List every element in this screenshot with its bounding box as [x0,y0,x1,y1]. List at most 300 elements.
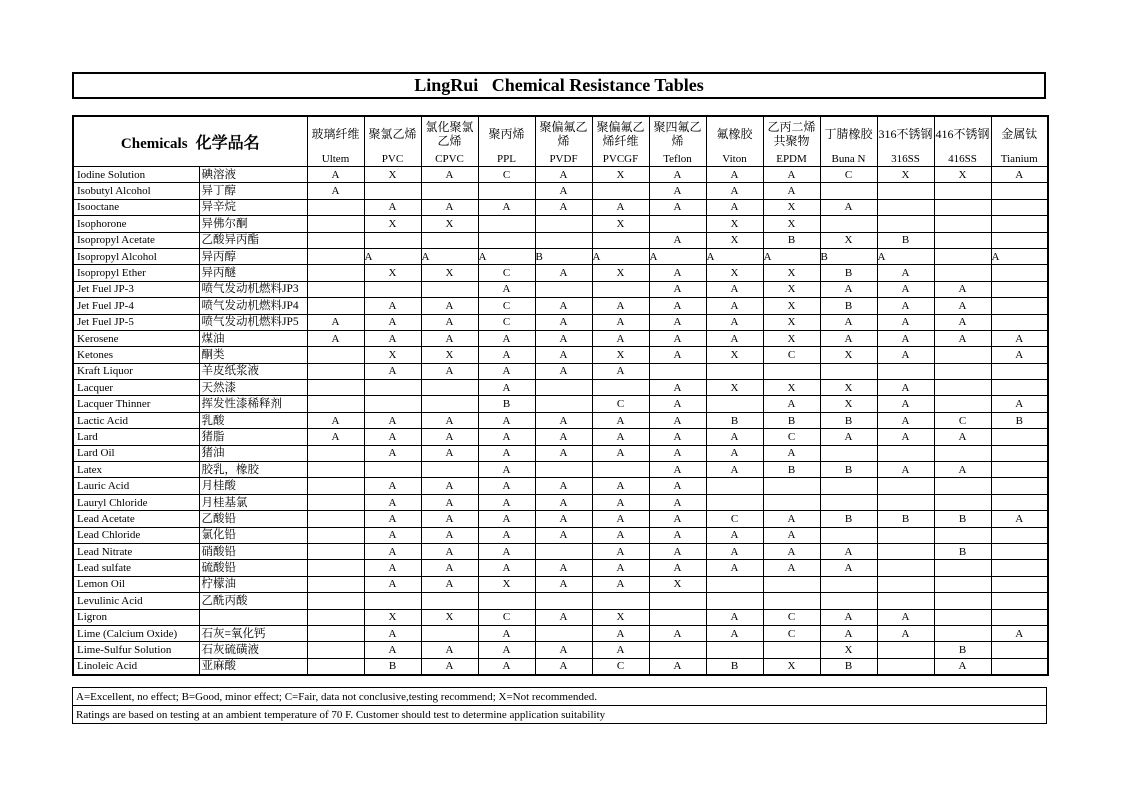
table-row [73,396,1048,412]
chemical-name-cn: 异丙醇 [199,248,307,264]
resistance-table [72,115,1049,676]
rating-cell [820,576,877,592]
chemical-name-en: Lime-Sulfur Solution [73,642,199,658]
rating-cell: C [592,396,649,412]
rating-cell: A [364,363,421,379]
rating-cell: A [706,429,763,445]
rating-cell: A [706,527,763,543]
rating-cell: A [535,167,592,183]
rating-cell: A [706,445,763,461]
rating-cell: A [649,494,706,510]
rating-cell: A [364,494,421,510]
rating-cell [706,494,763,510]
rating-cell [934,593,991,609]
table-row [73,363,1048,379]
rating-cell: A [934,429,991,445]
rating-cell [991,478,1048,494]
rating-cell: A [649,429,706,445]
rating-cell: X [706,216,763,232]
rating-cell [307,560,364,576]
rating-cell: A [535,576,592,592]
rating-cell [763,478,820,494]
rating-cell: A [421,412,478,428]
rating-cell: X [763,216,820,232]
rating-cell: X [820,396,877,412]
rating-cell: X [706,380,763,396]
chemical-name-en: Lactic Acid [73,412,199,428]
rating-cell: A [991,248,1048,264]
rating-cell: A [820,330,877,346]
material-header-cn: 玻璃纤维 [307,116,364,151]
title-banner [72,72,1046,99]
rating-cell: A [364,445,421,461]
rating-cell: A [934,314,991,330]
rating-cell: A [649,625,706,641]
rating-cell: A [478,281,535,297]
table-row [73,593,1048,609]
rating-cell [991,199,1048,215]
rating-cell: A [991,167,1048,183]
rating-cell: A [535,363,592,379]
header-row-chinese [73,116,1048,151]
rating-cell [934,560,991,576]
rating-cell [421,380,478,396]
rating-cell: A [364,560,421,576]
rating-cell [307,625,364,641]
chemical-name-cn: 异丁醇 [199,183,307,199]
chemical-name-en: Latex [73,462,199,478]
rating-cell: A [877,380,934,396]
rating-cell [307,281,364,297]
chemical-name-en: Iodine Solution [73,167,199,183]
rating-cell: X [364,265,421,281]
rating-cell [991,380,1048,396]
rating-cell: A [649,248,706,264]
rating-cell [592,183,649,199]
rating-cell: A [478,543,535,559]
rating-cell: B [991,412,1048,428]
rating-cell [991,593,1048,609]
rating-cell: B [820,511,877,527]
chemical-name-cn: 月桂酸 [199,478,307,494]
chemical-name-cn: 羊皮纸浆液 [199,363,307,379]
table-row [73,232,1048,248]
rating-cell: X [763,658,820,675]
rating-cell: A [364,625,421,641]
rating-cell [307,511,364,527]
rating-cell: A [592,625,649,641]
rating-cell [820,494,877,510]
rating-cell [706,363,763,379]
rating-cell: B [877,511,934,527]
rating-cell: B [820,298,877,314]
rating-cell [820,593,877,609]
rating-cell [535,593,592,609]
table-row [73,511,1048,527]
rating-cell: A [649,314,706,330]
rating-cell [877,593,934,609]
rating-cell [991,609,1048,625]
rating-cell [820,527,877,543]
rating-cell: A [421,314,478,330]
chemical-name-en: Jet Fuel JP-3 [73,281,199,297]
rating-cell [307,248,364,264]
rating-cell: A [877,429,934,445]
rating-cell [934,625,991,641]
rating-cell [934,232,991,248]
table-row [73,248,1048,264]
rating-cell: X [763,330,820,346]
rating-cell: A [421,527,478,543]
rating-cell: A [820,429,877,445]
chemical-name-cn: 异辛烷 [199,199,307,215]
rating-cell: B [706,658,763,675]
chemical-name-cn: 喷气发动机燃料JP5 [199,314,307,330]
rating-cell: X [592,265,649,281]
rating-cell: X [820,232,877,248]
rating-cell [934,494,991,510]
rating-cell: A [706,281,763,297]
rating-cell: A [592,445,649,461]
rating-cell [478,593,535,609]
rating-cell [934,478,991,494]
rating-cell: A [364,314,421,330]
material-header-cn: 聚丙烯 [478,116,535,151]
rating-cell: A [877,281,934,297]
rating-cell: A [991,330,1048,346]
rating-cell: A [763,167,820,183]
rating-cell: C [478,298,535,314]
rating-cell: A [364,248,421,264]
rating-cell: A [820,543,877,559]
rating-cell [364,281,421,297]
rating-cell: A [478,412,535,428]
legend-note: Ratings are based on testing at an ambient temperature of 70 F. Customer should test to determine application suitability [73,706,1047,724]
rating-cell [592,380,649,396]
rating-cell [763,494,820,510]
rating-cell: A [991,625,1048,641]
rating-cell [934,380,991,396]
rating-cell: X [364,347,421,363]
rating-cell: A [934,658,991,675]
rating-cell: X [763,314,820,330]
rating-cell [877,658,934,675]
material-header-en: 416SS [934,151,991,167]
table-row [73,658,1048,675]
material-header-cn: 聚偏氟乙烯 [535,116,592,151]
rating-cell [535,396,592,412]
chemical-name-en: Lacquer Thinner [73,396,199,412]
rating-cell [991,314,1048,330]
rating-cell: A [535,658,592,675]
rating-cell: A [877,412,934,428]
rating-cell: X [478,576,535,592]
chemical-name-cn: 喷气发动机燃料JP3 [199,281,307,297]
rating-cell [649,593,706,609]
rating-cell: A [877,462,934,478]
rating-cell: A [592,199,649,215]
rating-cell [535,462,592,478]
material-header-en: Tianium [991,151,1048,167]
rating-cell: A [706,298,763,314]
table-row [73,576,1048,592]
rating-cell [934,527,991,543]
rating-cell: A [763,183,820,199]
rating-cell: A [535,494,592,510]
rating-cell: A [421,248,478,264]
rating-cell [820,363,877,379]
rating-cell [421,462,478,478]
rating-cell: A [991,396,1048,412]
rating-cell: B [820,658,877,675]
rating-cell [307,527,364,543]
rating-cell [307,576,364,592]
chemical-name-en: Lead Nitrate [73,543,199,559]
chemical-name-en: Lime (Calcium Oxide) [73,625,199,641]
rating-cell: A [535,183,592,199]
rating-cell [934,199,991,215]
rating-cell [934,216,991,232]
rating-cell: A [649,396,706,412]
chemicals-header-en: Chemicals [120,136,188,152]
rating-cell: A [535,429,592,445]
rating-cell: A [535,642,592,658]
rating-cell: B [763,412,820,428]
chemical-name-cn: 猪油 [199,445,307,461]
material-header-en: Ultem [307,151,364,167]
rating-cell [364,396,421,412]
rating-cell: X [421,216,478,232]
material-header-en: EPDM [763,151,820,167]
chemical-name-cn: 乙酸铅 [199,511,307,527]
rating-cell [364,380,421,396]
rating-cell [706,396,763,412]
rating-cell: B [364,658,421,675]
chemical-name-cn: 异丙醚 [199,265,307,281]
rating-cell: X [706,265,763,281]
rating-cell: X [649,576,706,592]
material-header-cn: 丁腈橡胶 [820,116,877,151]
rating-cell: A [535,265,592,281]
rating-cell: C [763,609,820,625]
rating-cell: B [820,248,877,264]
rating-cell [307,347,364,363]
chemical-name-cn: 石灰=氧化钙 [199,625,307,641]
table-row [73,445,1048,461]
rating-cell: A [592,412,649,428]
rating-cell: X [763,265,820,281]
rating-cell: C [592,658,649,675]
chemical-name-cn: 天然漆 [199,380,307,396]
rating-cell [706,593,763,609]
rating-cell: X [763,380,820,396]
rating-cell [820,445,877,461]
material-header-en: PVCGF [592,151,649,167]
rating-cell: A [877,396,934,412]
rating-cell: A [706,167,763,183]
rating-cell: A [706,609,763,625]
rating-cell [877,183,934,199]
rating-cell: A [763,396,820,412]
rating-cell: A [478,462,535,478]
rating-cell [649,609,706,625]
rating-cell: A [307,412,364,428]
rating-cell: A [706,330,763,346]
rating-cell: B [934,642,991,658]
chemical-name-en: Lead Chloride [73,527,199,543]
rating-cell: A [649,298,706,314]
rating-cell: B [934,543,991,559]
rating-cell: A [478,527,535,543]
rating-cell: A [934,330,991,346]
rating-cell: A [592,543,649,559]
rating-cell [649,363,706,379]
rating-cell: A [478,199,535,215]
rating-cell [592,232,649,248]
rating-cell: A [649,330,706,346]
chemical-name-cn: 酮类 [199,347,307,363]
rating-cell [307,543,364,559]
rating-cell: A [535,560,592,576]
rating-cell: A [535,330,592,346]
chemical-name-cn: 胶乳，橡胶 [199,462,307,478]
chemical-name-cn [199,609,307,625]
rating-cell: X [421,347,478,363]
rating-cell [934,347,991,363]
rating-cell [307,658,364,675]
rating-cell [991,543,1048,559]
chemical-name-cn: 柠檬油 [199,576,307,592]
rating-cell: A [877,330,934,346]
material-header-en: Teflon [649,151,706,167]
rating-cell: A [649,412,706,428]
rating-cell: A [421,429,478,445]
rating-cell [706,642,763,658]
rating-cell: C [478,609,535,625]
table-row [73,412,1048,428]
material-header-cn: 聚四氟乙烯 [649,116,706,151]
rating-cell: A [877,609,934,625]
rating-cell: B [820,412,877,428]
chemical-name-cn: 乙酰丙酸 [199,593,307,609]
rating-cell: A [421,478,478,494]
rating-cell: A [478,560,535,576]
rating-cell: X [820,347,877,363]
rating-cell [706,478,763,494]
rating-cell [535,543,592,559]
rating-cell: A [649,199,706,215]
chemicals-header-cn: 化学品名 [195,135,260,152]
rating-cell: A [991,511,1048,527]
rating-cell: A [307,429,364,445]
rating-cell: X [820,642,877,658]
rating-cell [592,281,649,297]
rating-cell: X [763,298,820,314]
rating-cell: A [763,511,820,527]
rating-cell [307,216,364,232]
rating-cell [535,625,592,641]
rating-cell: A [649,183,706,199]
rating-cell: A [421,576,478,592]
rating-cell: A [706,560,763,576]
rating-cell: A [706,248,763,264]
chemical-name-en: Lacquer [73,380,199,396]
rating-cell [934,445,991,461]
rating-cell: A [364,511,421,527]
rating-cell: A [307,183,364,199]
rating-cell: X [421,609,478,625]
rating-cell: A [592,576,649,592]
rating-cell [991,298,1048,314]
chemical-name-cn: 硫酸铅 [199,560,307,576]
rating-cell: A [478,330,535,346]
rating-cell: A [820,625,877,641]
chemical-name-en: Isopropyl Ether [73,265,199,281]
table-row [73,183,1048,199]
material-header-cn: 聚氯乙烯 [364,116,421,151]
rating-cell: A [649,462,706,478]
rating-cell [934,609,991,625]
rating-cell: A [706,199,763,215]
chemical-name-cn: 石灰硫磺液 [199,642,307,658]
rating-cell: X [421,265,478,281]
material-header-en: PVDF [535,151,592,167]
chemical-name-en: Isopropyl Alcohol [73,248,199,264]
chemical-name-en: Kerosene [73,330,199,346]
rating-cell: C [763,347,820,363]
rating-cell [763,576,820,592]
rating-cell: A [478,429,535,445]
chemical-name-en: Lauryl Chloride [73,494,199,510]
chemical-name-en: Lemon Oil [73,576,199,592]
rating-cell [535,216,592,232]
table-row [73,478,1048,494]
material-header-en: PPL [478,151,535,167]
rating-cell: X [592,347,649,363]
rating-cell [592,462,649,478]
material-header-cn: 氟橡胶 [706,116,763,151]
rating-cell: X [706,232,763,248]
chemical-name-en: Lead Acetate [73,511,199,527]
rating-cell: A [421,511,478,527]
rating-cell: A [820,560,877,576]
chemical-name-cn: 碘溶液 [199,167,307,183]
rating-cell [820,183,877,199]
rating-cell [934,396,991,412]
rating-cell: A [820,199,877,215]
rating-cell: A [364,478,421,494]
rating-cell: B [706,412,763,428]
rating-cell: A [820,314,877,330]
rating-cell [991,216,1048,232]
rating-cell [991,642,1048,658]
rating-cell: A [535,445,592,461]
rating-cell [820,216,877,232]
rating-cell: A [649,445,706,461]
rating-cell [877,642,934,658]
rating-cell [592,593,649,609]
chemicals-header [73,116,307,167]
chemical-name-cn: 喷气发动机燃料JP4 [199,298,307,314]
rating-cell [991,429,1048,445]
rating-cell [763,593,820,609]
rating-cell [307,363,364,379]
rating-cell [991,445,1048,461]
rating-cell: X [592,167,649,183]
rating-cell [478,183,535,199]
rating-cell: C [820,167,877,183]
rating-cell: A [706,625,763,641]
